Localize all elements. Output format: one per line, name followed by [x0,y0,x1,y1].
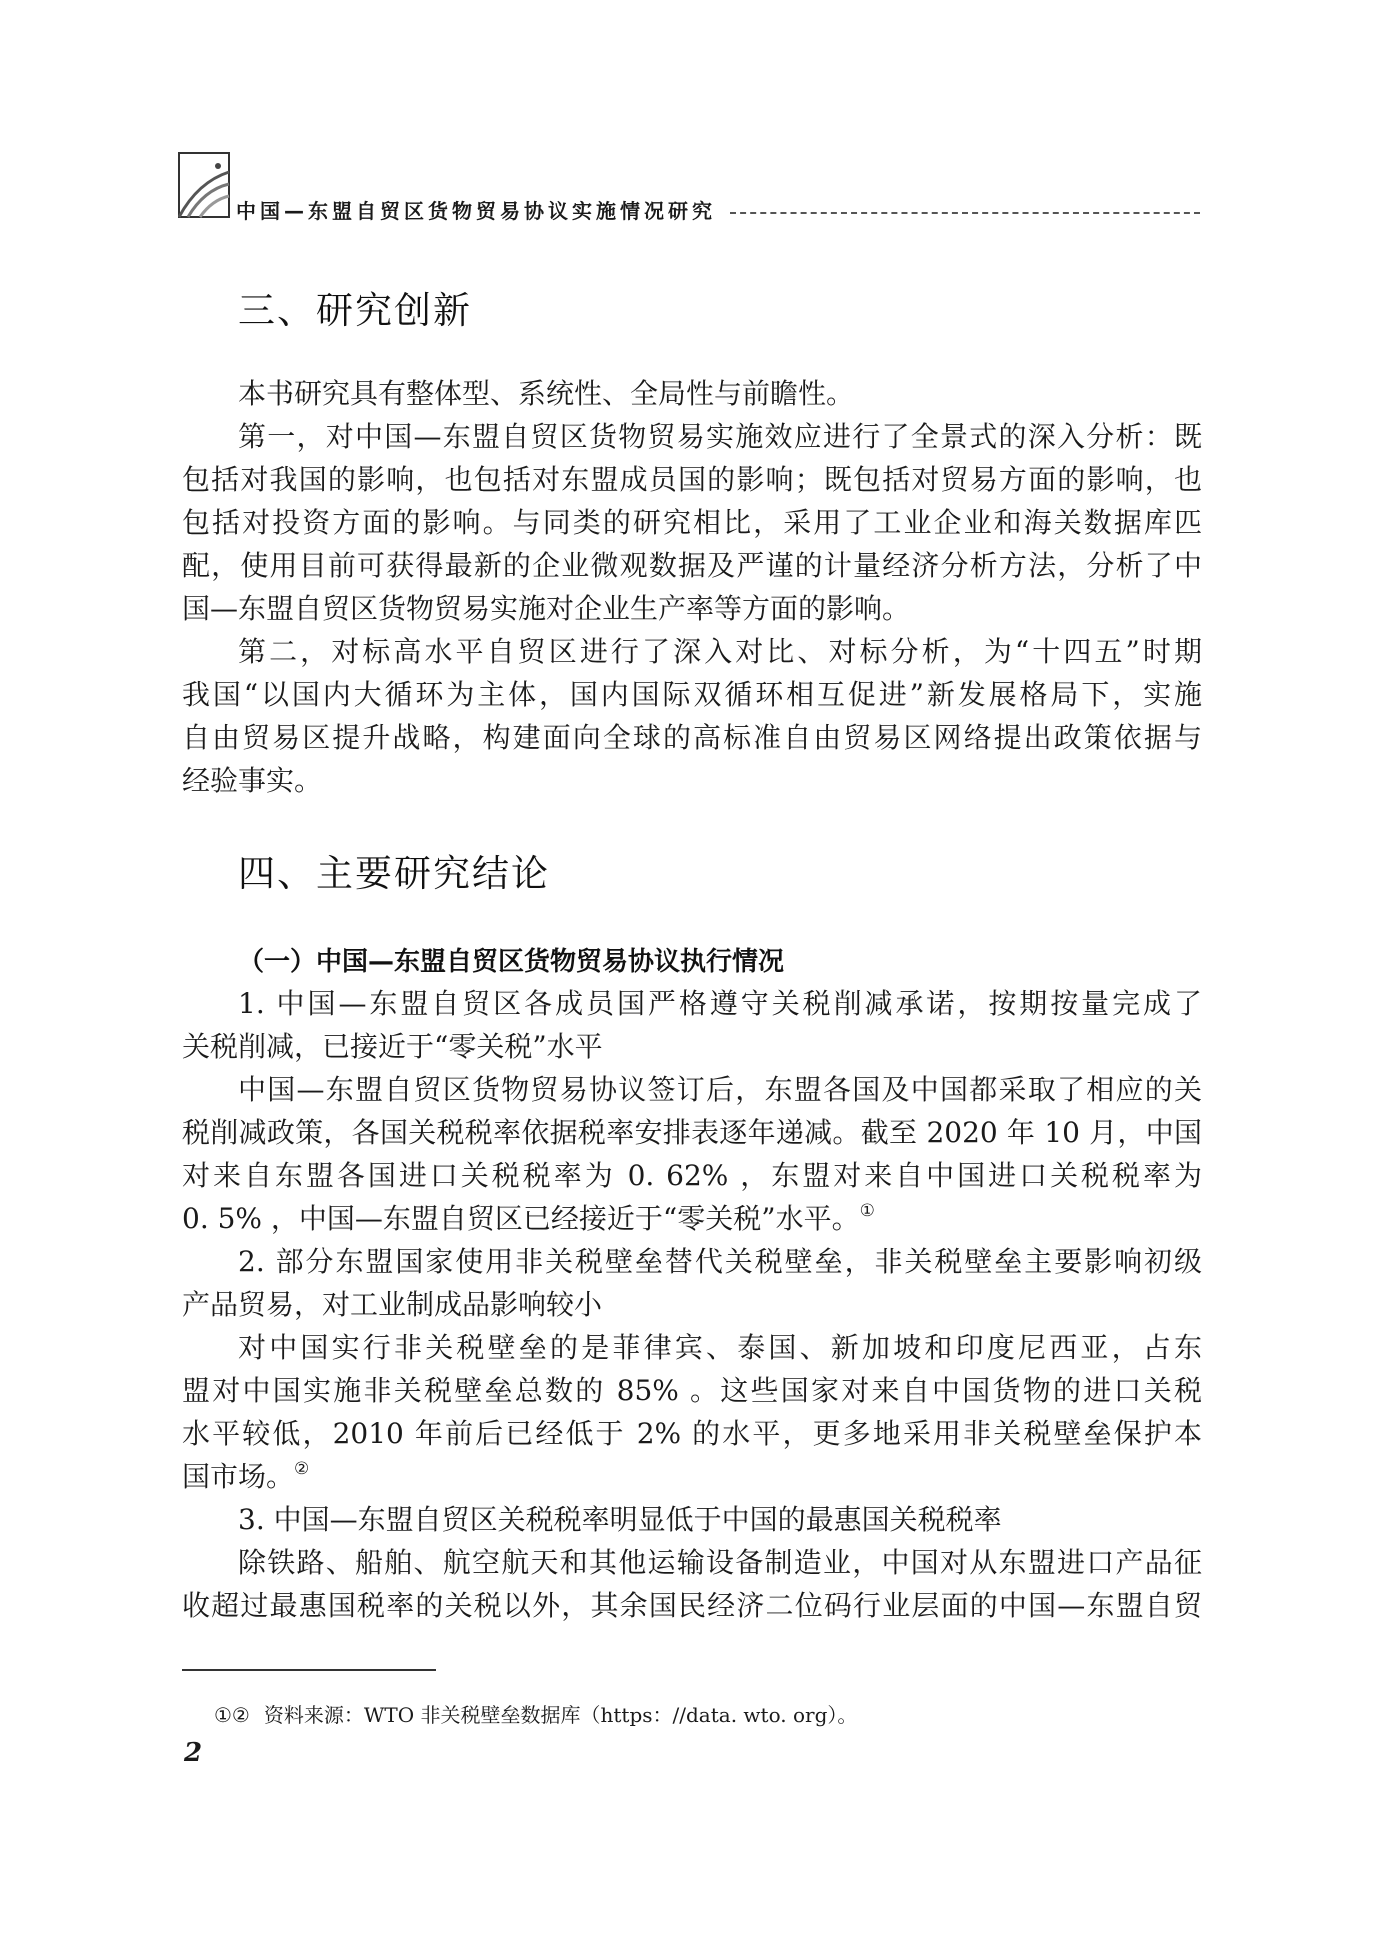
body-line-text: 0. 5% ，中国—东盟自贸区已经接近于“零关税”水平。 [182,1202,860,1235]
body-line: 自由贸易区提升战略，构建面向全球的高标准自由贸易区网络提出政策依据与 [182,721,1202,754]
body-line: 对中国实行非关税壁垒的是菲律宾、泰国、新加坡和印度尼西亚，占东 [238,1331,1202,1364]
footnote-ref-2[interactable]: ② [294,1459,310,1479]
body-line: 经验事实。 [182,764,323,797]
chapter-emblem-icon [178,152,230,218]
section-heading-research-innovation: 三、研究创新 [238,289,472,332]
body-line: 配，使用目前可获得最新的企业微观数据及严谨的计量经济分析方法，分析了中 [182,549,1202,582]
body-line: 对来自东盟各国进口关税税率为 0. 62% ，东盟对来自中国进口关税税率为 [182,1159,1202,1192]
body-line-text: 国市场。 [182,1460,295,1493]
body-line: 2. 部分东盟国家使用非关税壁垒替代关税壁垒，非关税壁垒主要影响初级 [238,1245,1202,1278]
footnote-marker: ①② [214,1703,250,1727]
subsection-heading: （一）中国—东盟自贸区货物贸易协议执行情况 [238,947,785,977]
body-line: 3. 中国—东盟自贸区关税税率明显低于中国的最惠国关税税率 [238,1503,1002,1536]
body-line: 除铁路、船舶、航空航天和其他运输设备制造业，中国对从东盟进口产品征 [238,1546,1202,1579]
body-line: 收超过最惠国税率的关税以外，其余国民经济二位码行业层面的中国—东盟自贸 [182,1589,1202,1622]
body-line: 1. 中国—东盟自贸区各成员国严格遵守关税削减承诺，按期按量完成了 [238,987,1202,1020]
body-line: 中国—东盟自贸区货物贸易协议签订后，东盟各国及中国都采取了相应的关 [238,1073,1202,1106]
body-line: 关税削减，已接近于“零关税”水平 [182,1030,603,1063]
running-header-title: 中国—东盟自贸区货物贸易协议实施情况研究 [236,199,716,223]
footnote-ref-1[interactable]: ① [859,1201,875,1221]
body-line: 水平较低，2010 年前后已经低于 2% 的水平，更多地采用非关税壁垒保护本 [182,1417,1202,1450]
footnote-text: 资料来源：WTO 非关税壁垒数据库（https：//data. wto. org）。 [263,1703,858,1727]
body-line: 第一，对中国—东盟自贸区货物贸易实施效应进行了全景式的深入分析：既 [238,420,1202,453]
body-line: 我国“以国内大循环为主体，国内国际双循环相互促进”新发展格局下，实施 [182,678,1202,711]
body-line-with-footnote [182,1200,1202,1240]
body-line: 盟对中国实施非关税壁垒总数的 85% 。这些国家对来自中国货物的进口关税 [182,1374,1202,1407]
body-line: 产品贸易，对工业制成品影响较小 [182,1288,603,1321]
body-line-with-footnote [182,1458,1202,1498]
footnote [214,1702,857,1728]
header-dashed-rule [730,212,1200,214]
body-line: 税削减政策，各国关税税率依据税率安排表逐年递减。截至 2020 年 10 月，中国 [182,1116,1202,1149]
page-number: 2 [184,1738,203,1768]
body-line: 本书研究具有整体型、系统性、全局性与前瞻性。 [238,377,855,410]
footnote-separator [182,1669,436,1671]
body-line: 国—东盟自贸区货物贸易实施对企业生产率等方面的影响。 [182,592,911,625]
section-heading-main-conclusions: 四、主要研究结论 [238,852,550,895]
body-line: 包括对投资方面的影响。与同类的研究相比，采用了工业企业和海关数据库匹 [182,506,1202,539]
body-line: 第二，对标高水平自贸区进行了深入对比、对标分析，为“十四五”时期 [238,635,1202,668]
body-line: 包括对我国的影响，也包括对东盟成员国的影响；既包括对贸易方面的影响，也 [182,463,1202,496]
